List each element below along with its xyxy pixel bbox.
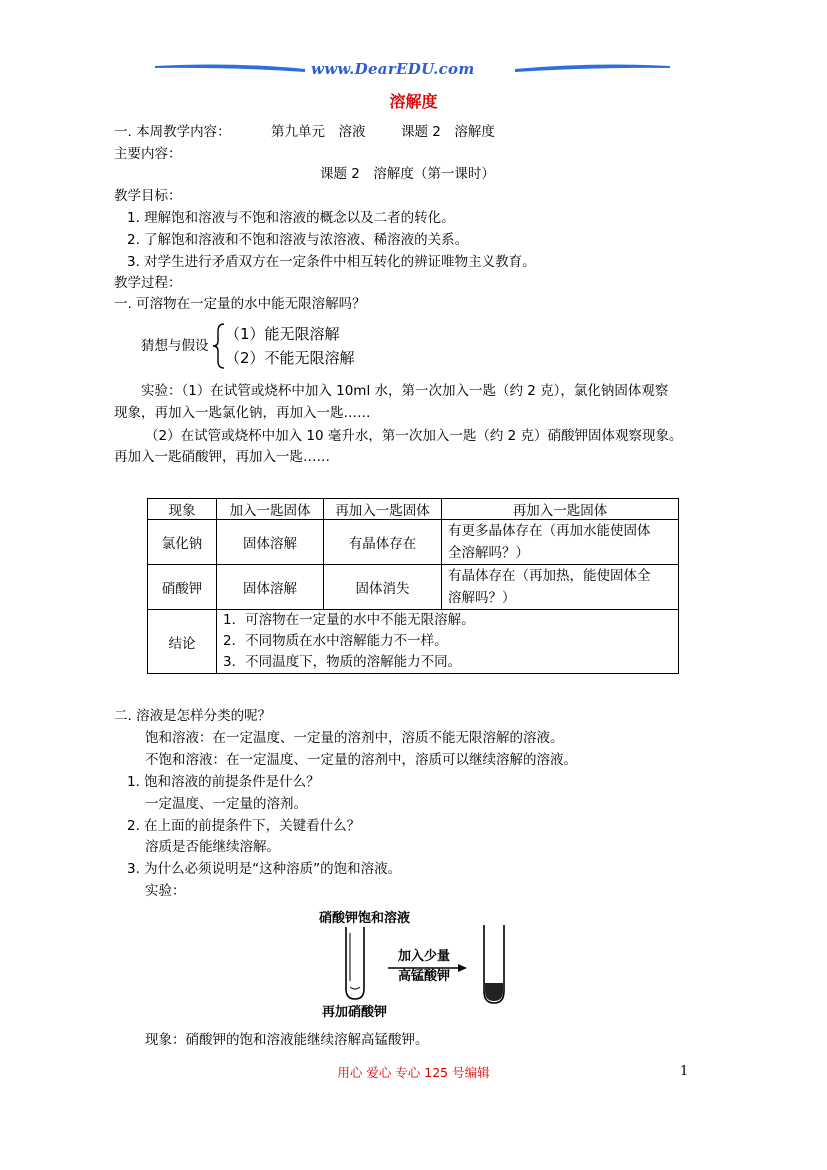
cell-line: 有晶体存在（再加热，能使固体全 bbox=[448, 568, 651, 584]
experiment-1-line-a: 实验：（1）在试管或烧杯中加入 10ml 水，第一次加入一匙（约 2 克），氯化钠固体观察 bbox=[141, 383, 669, 399]
conclusion-cell bbox=[217, 610, 679, 674]
cell-line: 有更多晶体存在（再加水能使固体 bbox=[448, 523, 651, 539]
arrow-bottom-label: 高锰酸钾 bbox=[398, 969, 451, 984]
experiment-2-line-b: 再加入一匙硝酸钾，再加入一匙…… bbox=[114, 449, 330, 465]
topic-label: 课题 2 溶解度 bbox=[401, 124, 495, 140]
figure-bottom-label: 再加硝酸钾 bbox=[322, 1005, 388, 1020]
table-header-cell: 现象 bbox=[148, 499, 217, 520]
unsaturated-definition: 不饱和溶液：在一定温度、一定量的溶剂中，溶质可以继续溶解的溶液。 bbox=[145, 752, 577, 768]
test-tube-figure bbox=[316, 905, 526, 1020]
table-row bbox=[148, 520, 679, 565]
sub-question-1: 1. 饱和溶液的前提条件是什么？ bbox=[127, 774, 320, 790]
table-cell: 有晶体存在 bbox=[324, 520, 442, 565]
table-header-cell: 再加入一匙固体 bbox=[442, 499, 679, 520]
table-cell: 固体溶解 bbox=[217, 520, 324, 565]
main-content-label: 主要内容： bbox=[114, 146, 182, 162]
test-tube-right-icon bbox=[482, 925, 506, 1005]
sub-question-3: 3. 为什么必须说明是“这种溶质”的饱和溶液。 bbox=[127, 861, 402, 877]
cell-line: 溶解吗？） bbox=[448, 590, 516, 606]
sub-answer-2: 溶质是否能继续溶解。 bbox=[145, 839, 280, 855]
conclusion-label: 结论 bbox=[148, 610, 217, 674]
table-cell bbox=[442, 565, 679, 610]
experiment-1-line-b: 现象，再加入一匙氯化钠，再加入一匙…… bbox=[114, 405, 371, 421]
table-header-cell: 再加入一匙固体 bbox=[324, 499, 442, 520]
process-heading: 教学过程： bbox=[114, 275, 182, 291]
objective-3: 3. 对学生进行矛盾双方在一定条件中相互转化的辨证唯物主义教育。 bbox=[127, 254, 536, 270]
guess-label: 猜想与假设 bbox=[141, 338, 209, 354]
page-number: 1 bbox=[680, 1064, 689, 1079]
observation-table bbox=[147, 498, 679, 674]
site-logo-text[interactable]: www.DearEDU.com bbox=[311, 60, 475, 78]
test-tube-left-icon bbox=[344, 927, 366, 1001]
table-cell: 固体消失 bbox=[324, 565, 442, 610]
unit-label: 第九单元 溶液 bbox=[271, 124, 366, 140]
figure-top-label: 硝酸钾饱和溶液 bbox=[319, 911, 411, 926]
table-cell: 固体溶解 bbox=[217, 565, 324, 610]
conclusion-item: 1．可溶物在一定量的水中不能无限溶解。 bbox=[223, 612, 475, 628]
table-cell bbox=[442, 520, 679, 565]
experiment-label: 实验： bbox=[145, 883, 186, 899]
conclusion-item: 2．不同物质在水中溶解能力不一样。 bbox=[223, 633, 448, 649]
footer-text: 用心 爱心 专心 125 号编辑 bbox=[337, 1065, 490, 1080]
objective-2: 2. 了解饱和溶液和不饱和溶液与浓溶液、稀溶液的关系。 bbox=[127, 232, 469, 248]
page-title: 溶解度 bbox=[389, 92, 438, 111]
conclusion-item: 3．不同温度下，物质的溶解能力不同。 bbox=[223, 654, 462, 670]
experiment-2-line-a: （2）在试管或烧杯中加入 10 毫升水，第一次加入一匙（约 2 克）硝酸钾固体观察现象。 bbox=[145, 428, 683, 444]
saturated-definition: 饱和溶液：在一定温度、一定量的溶剂中，溶质不能无限溶解的溶液。 bbox=[145, 730, 564, 746]
table-header-cell: 加入一匙固体 bbox=[217, 499, 324, 520]
table-row bbox=[148, 565, 679, 610]
question-1: 一. 可溶物在一定量的水中能无限溶解吗？ bbox=[114, 296, 366, 312]
table-row bbox=[148, 610, 679, 674]
hypothesis-2: （2）不能无限溶解 bbox=[225, 349, 355, 367]
section-label: 一. 本周教学内容： bbox=[114, 124, 231, 140]
objective-1: 1. 理解饱和溶液与不饱和溶液的概念以及二者的转化。 bbox=[127, 210, 455, 226]
arrow-top-label: 加入少量 bbox=[398, 949, 451, 964]
table-cell: 硝酸钾 bbox=[148, 565, 217, 610]
sub-answer-1: 一定温度、一定量的溶剂。 bbox=[145, 796, 307, 812]
brace-icon bbox=[212, 323, 226, 369]
question-2-heading: 二. 溶液是怎样分类的呢？ bbox=[114, 708, 272, 724]
lesson-title: 课题 2 溶解度（第一课时） bbox=[320, 166, 495, 182]
hypothesis-1: （1）能无限溶解 bbox=[225, 325, 340, 343]
sub-question-2: 2. 在上面的前提条件下，关键看什么？ bbox=[127, 818, 361, 834]
cell-line: 全溶解吗？） bbox=[448, 545, 529, 561]
objectives-heading: 教学目标： bbox=[114, 188, 182, 204]
observation-text: 现象：硝酸钾的饱和溶液能继续溶解高锰酸钾。 bbox=[145, 1032, 429, 1048]
table-cell: 氯化钠 bbox=[148, 520, 217, 565]
